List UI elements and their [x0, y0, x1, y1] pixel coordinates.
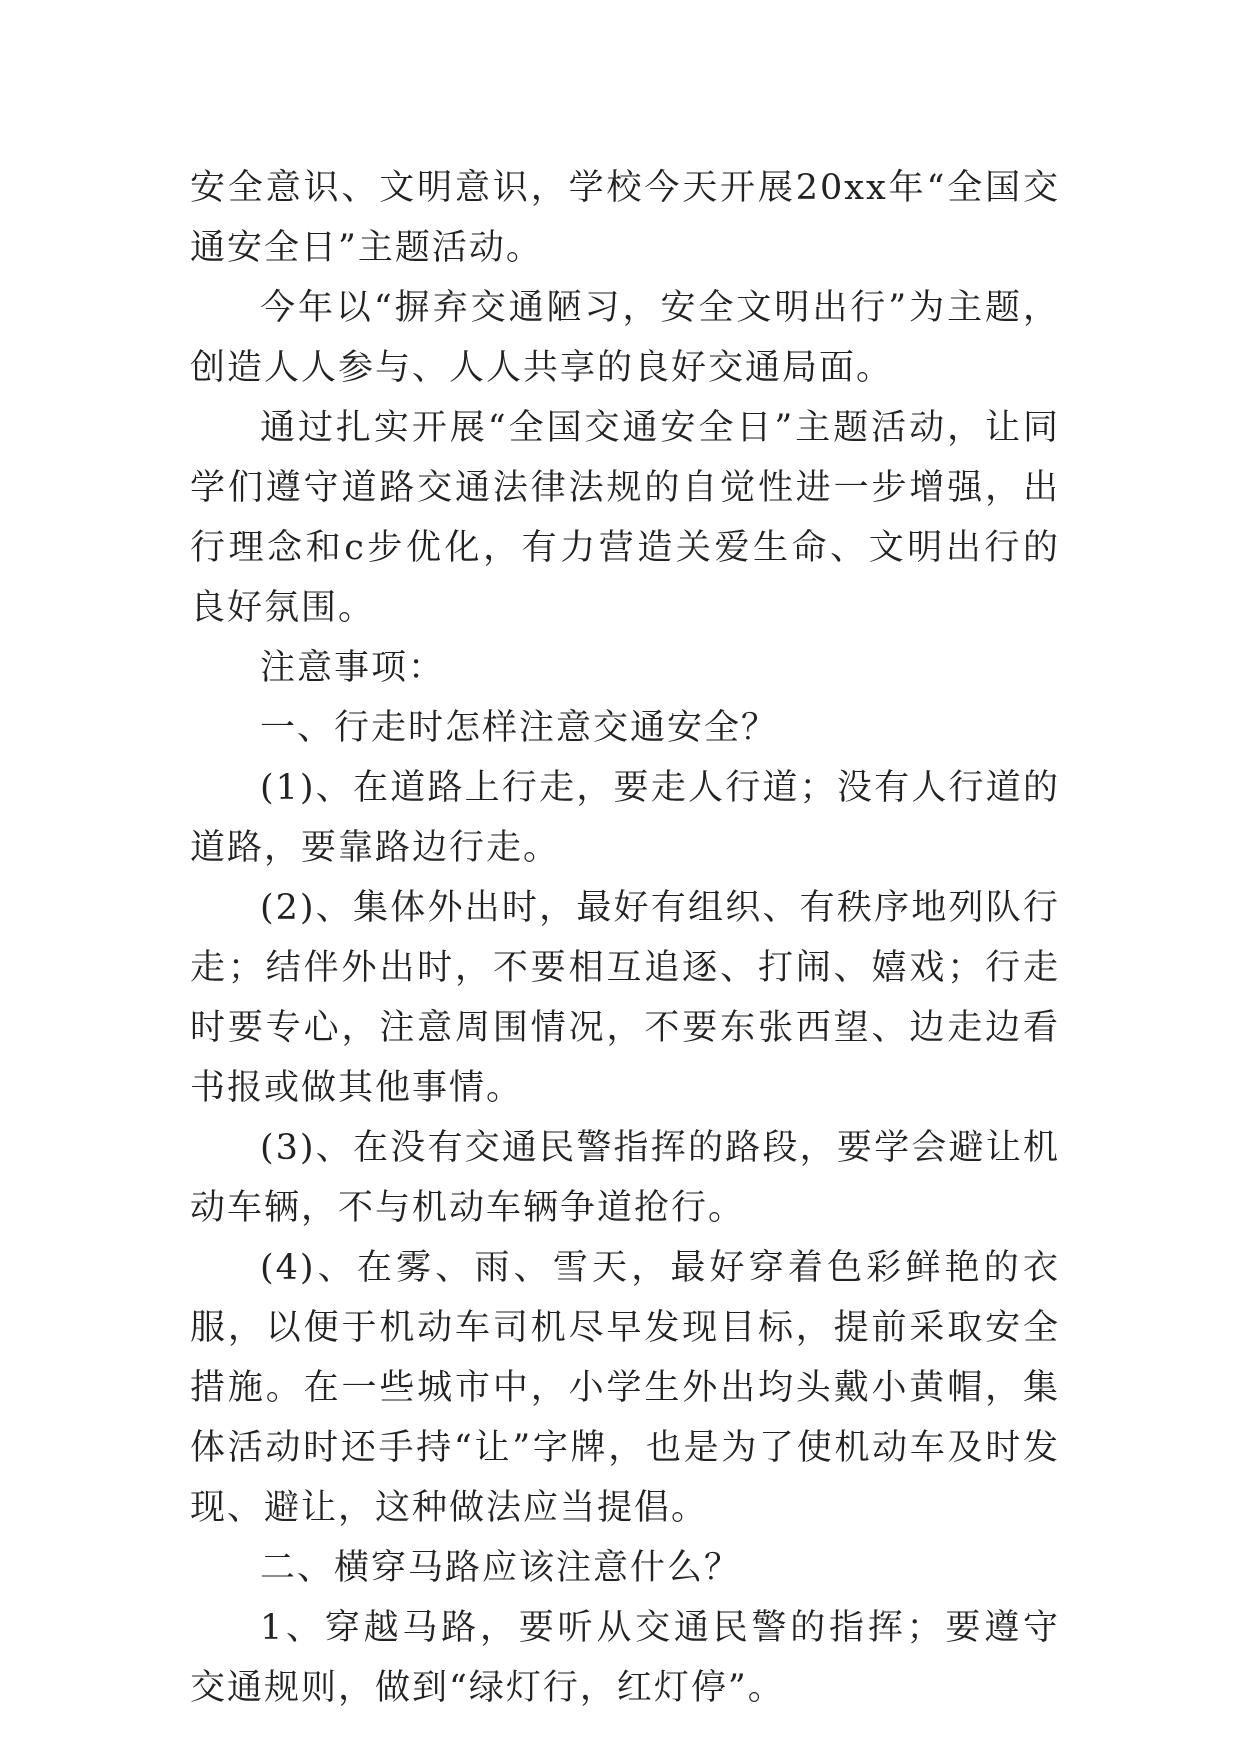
list-item-walking-1: (1)、在道路上行走，要走人行道；没有人行道的道路，要靠路边行走。 [190, 768, 1060, 868]
list-item-walking-3: (3)、在没有交通民警指挥的路段，要学会避让机动车辆，不与机动车辆争道抢行。 [190, 1128, 1060, 1228]
list-item-crossing-1: 1、穿越马路，要听从交通民警的指挥；要遵守交通规则，做到“绿灯行，红灯停”。 [190, 1608, 1060, 1708]
document-body [190, 158, 1060, 1718]
paragraph-intro-continuation: 安全意识、文明意识，学校今天开展20xx年“全国交通安全日”主题活动。 [190, 168, 1060, 268]
heading-walking-safety: 一、行走时怎样注意交通安全？ [260, 708, 779, 748]
heading-notes: 注意事项： [260, 648, 446, 688]
list-item-walking-2: (2)、集体外出时，最好有组织、有秩序地列队行走；结伴外出时，不要相互追逐、打闹、嬉戏；行走时要专心，注意周围情况，不要东张西望、边走边看书报或做其他事情。 [190, 888, 1060, 1108]
list-item-walking-4: (4)、在雾、雨、雪天，最好穿着色彩鲜艳的衣服，以便于机动车司机尽早发现目标，提前采取安全措施。在一些城市中，小学生外出均头戴小黄帽，集体活动时还手持“让”字牌，也是为了使机动车及时发现、避让，这种做法应当提倡。 [190, 1248, 1060, 1528]
paragraph-theme: 今年以“摒弃交通陋习，安全文明出行”为主题，创造人人参与、人人共享的良好交通局面。 [190, 288, 1060, 388]
heading-crossing-road: 二、横穿马路应该注意什么？ [260, 1548, 742, 1588]
paragraph-goal: 通过扎实开展“全国交通安全日”主题活动，让同学们遵守道路交通法律法规的自觉性进一步增强，出行理念和c步优化，有力营造关爱生命、文明出行的良好氛围。 [190, 408, 1060, 628]
